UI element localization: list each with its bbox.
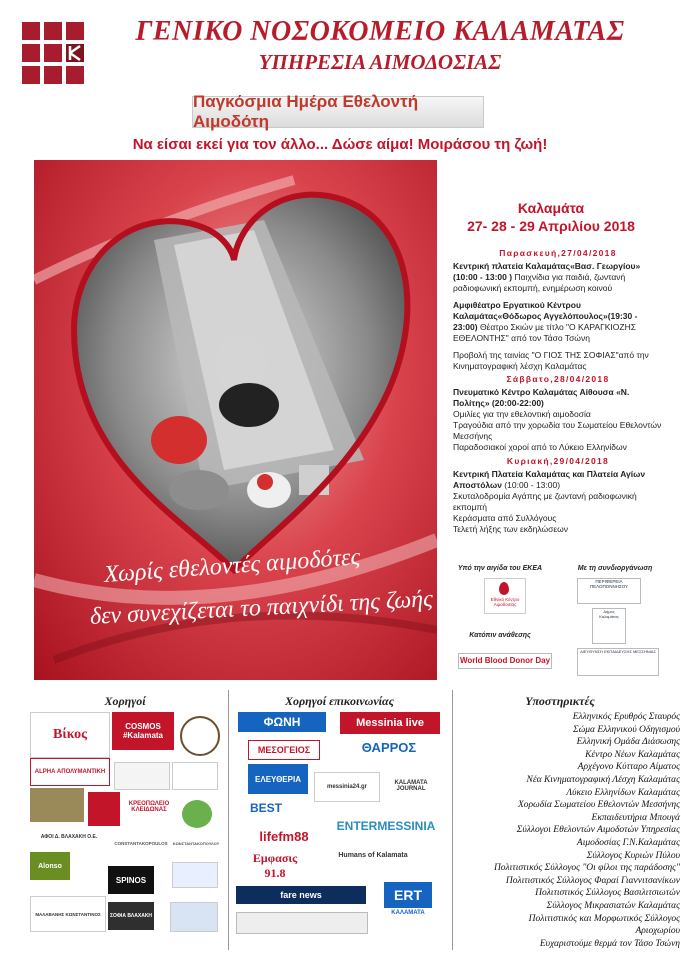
municipality-logo: Δήμος Καλαμάτας [592,608,626,644]
day-date: Κυριακή,29/04/2018 [506,456,610,466]
list-item: Αριοχωρίου [635,926,680,937]
sponsor-logo: Alonso [30,852,70,880]
sponsor-logo: ΚΩΝΣΤΑΝΤΑΚΟΠΟΥΛΟΥ [172,834,220,852]
divider [452,690,453,950]
media-logo: Εμφασις 91.8 [242,852,308,880]
hospital-title: ΓΕΝΙΚΟ ΝΟΣΟΚΟΜΕΙΟ ΚΑΛΑΜΑΤΑΣ [135,16,625,47]
sponsor-photo [30,788,84,822]
coorg-label: Με τη συνδιοργάνωση [577,565,653,572]
sponsor-photo [88,792,120,826]
media-logo: Messinia live [340,712,440,734]
event-item: Ομιλίες για την εθελοντική αιμοδοσία [453,409,591,419]
sponsor-logo: SPINOS [108,866,154,894]
poster-image [34,160,437,680]
day-friday [453,248,663,378]
list-item: Σώμα Ελληνικού Οδηγισμού [573,724,680,735]
car-logos-icon [114,762,170,790]
media-logo: ΦΩΝΗ [238,712,326,732]
list-item: Χορωδία Σωματείου Εθελοντών Μεσσήνης [517,800,680,811]
sponsor-logo: Βίκος [30,712,110,758]
list-item: Πολιτιστικός Σύλλογος "Οι φίλοι της παράδοσης" [493,863,680,874]
sponsor-logo: ΑΦΟΙ Δ. ΒΛΑΧΑΚΗ Ο.Ε. [30,826,108,848]
poster-quote-line2: δεν συνεχίζεται το παιχνίδι της ζωής [89,586,434,630]
list-item: Πολιτιστικός Σύλλογος Βασιλιτσιωτών [535,888,680,899]
sponsor-logo-icon [172,762,218,790]
media-logo: ΚΑΛΑΜΑΤΑ [384,908,432,918]
sponsor-logo: ΚΡΕΟΠΩΛΕΙΟ ΚΛΕΙΔΩΝΑΣ [122,792,176,822]
blood-drop-icon [499,582,509,595]
list-item: Σύλλογος Μικρασιατών Καλαμάτας [546,900,680,911]
media-logo-strip-icon [236,912,368,934]
sponsor-logo-icon [172,862,218,888]
proposal-label: Κατόπιν ανάθεσης [469,632,531,639]
region-logo: ΠΕΡΙΦΕΡΕΙΑ ΠΕΛΟΠΟΝΝΗΣΟΥ [577,578,641,604]
day-date: Σάββατο,28/04/2018 [506,374,610,384]
sponsor-logo: ΜΑΛΑΒΑΝΗΣ ΚΩΝΣΤΑΝΤΙΝΟΣ [30,896,106,932]
sponsor-emblem-icon [182,800,212,828]
media-logo: ERT [384,882,432,908]
list-item: Ελληνική Ομάδα Διάσωσης [576,737,680,748]
directorate-logo: ΔΙΕΥΘΥΝΣΗ ΕΚΠΑΙΔΕΥΣΗΣ ΜΕΣΣΗΝΙΑΣ [577,648,659,676]
media-logo: Humans of Kalamata [326,842,420,868]
list-item: Ευχαριστούμε θερμά τον Τάσο Τσώνη [539,938,680,949]
event-city: Καλαμάτα [517,200,585,216]
media-logo: ENTERMESSINIA [330,814,442,838]
event-item: Κεντρική Πλατεία Καλαμάτας και Πλατεία Αγίων Αποστόλων (10:00 - 13:00) [453,469,646,490]
event-item: Τραγούδια από την χορωδία του Σωματείου Εθελοντών Μεσσήνης [453,420,662,441]
sponsor-logo: ΣΟΦΙΑ ΒΛΑΧΑΚΗ [108,902,154,930]
day-date: Παρασκευή,27/04/2018 [499,248,617,258]
event-item: Αμφιθέατρο Εργατικού Κέντρου Καλαμάτας«Θόδωρος Αγγελόπουλος»(19:30 - 23:00) Θέατρο Σκιών με τίτλο "Ο ΚΑΡΑΓΚΙΟΖΗΣ ΕΘΕΛΟΝΤΗΣ" από τον Τάσο Τσώνη [453,300,638,343]
aegis-label: Υπό την αιγίδα του ΕΚΕΑ [457,565,543,572]
event-item: Σκυταλοδρομία Αγάπης με ζωντανή ραδιοφωνική εκπομπή [453,491,637,512]
event-banner: Παγκόσμια Ημέρα Εθελοντή Αιμοδότη [192,96,484,128]
day-sunday [453,456,663,535]
list-item: Αρχέγονο Κύτταρο Αίματος [577,762,680,773]
supporters-heading: Υποστηρικτές [525,694,595,708]
sponsor-logo: ALPHA ΑΠΟΛΥΜΑΝΤΙΚΗ [30,758,110,786]
list-item: Πολιτιστικός και Μορφωτικός Σύλλογος [528,913,680,924]
list-item: Πολιτιστικός Σύλλογος Φαραί Γιαννιτσανίκων [505,875,680,886]
list-item: Αιμοδοσίας Γ.Ν.Καλαμάτας [576,837,680,848]
day-saturday [453,374,663,453]
event-item: Προβολή της ταινίας "Ο ΓΙΟΣ ΤΗΣ ΣΟΦΙΑΣ"από την Κινηματογραφική λέσχη Καλαμάτας [453,350,649,371]
event-item: Τελετή λήξης των εκδηλώσεων [453,524,569,534]
sponsor-emblem-icon [180,716,220,756]
media-heading: Χορηγοί επικοινωνίας [284,694,395,708]
list-item: Κέντρο Νέων Καλαμάτας [585,749,680,760]
media-logo: ΕΛΕΥΘΕΡΙΑ [248,764,308,794]
wbdd-logo: World Blood Donor Day [458,653,552,669]
sponsor-logo: COSMOS #Kalamata [112,712,174,750]
service-subtitle: ΥΠΗΡΕΣΙΑ ΑΙΜΟΔΟΣΙΑΣ [258,50,502,74]
divider [228,690,229,950]
media-logo: ΘΑΡΡΟΣ [356,736,422,758]
ekea-logo: Εθνικό Κέντρο Αιμοδοσίας [484,578,526,614]
media-logo: lifefm88 [244,824,324,848]
list-item: Εκπαιδευτήρια Μπουγά [591,812,680,823]
sponsor-logo: CONSTANTAKOPOULOS [112,834,170,852]
list-item: Σύλλογος Κυριών Πύλου [586,850,680,861]
media-logo: BEST [238,800,294,816]
event-item: Παραδοσιακοί χοροί από το Λύκειο Ελληνίδων [453,442,627,452]
poster-quote-line1: Χωρίς εθελοντές αιμοδότες [103,544,361,588]
event-item: Κεράσματα από Συλλόγους [453,513,557,523]
media-logo: KALAMATA JOURNAL [386,772,436,800]
event-item: Πνευματικό Κέντρο Καλαμάτας Αίθουσα «Ν. Πολίτης» (20:00-22:00) [453,387,630,408]
list-item: Σύλλογοι Εθελοντών Αιμοδοτών Υπηρεσίας [516,825,680,836]
sponsors-heading: Χορηγοί [104,694,146,708]
list-item: Ελληνικός Ερυθρός Σταυρός [572,712,680,722]
media-logo: messinia24.gr [314,772,380,802]
media-logo: ΜΕΣΟΓΕΙΟΣ [248,740,320,760]
media-logo: fare news [236,886,366,904]
hospital-logo [22,22,84,84]
list-item: Νέα Κινηματογραφική Λέσχη Καλαμάτας [526,774,680,785]
supporters-list [455,711,680,950]
sponsor-logo-icon [170,902,218,932]
list-item: Λύκειο Ελληνίδων Καλαμάτας [566,787,680,798]
event-dates: 27- 28 - 29 Απριλίου 2018 [467,218,635,234]
motto: Να είσαι εκεί για τον άλλο... Δώσε αίμα! Μοιράσου τη ζωή! [132,136,548,153]
event-item: Κεντρική πλατεία Καλαμάτας«Βασ. Γεωργίου» (10:00 - 13:00 ) Παιχνίδια για παιδιά, ζωντανή ραδιοφωνική εκπομπή, ενημέρωση κοινού [453,261,641,293]
